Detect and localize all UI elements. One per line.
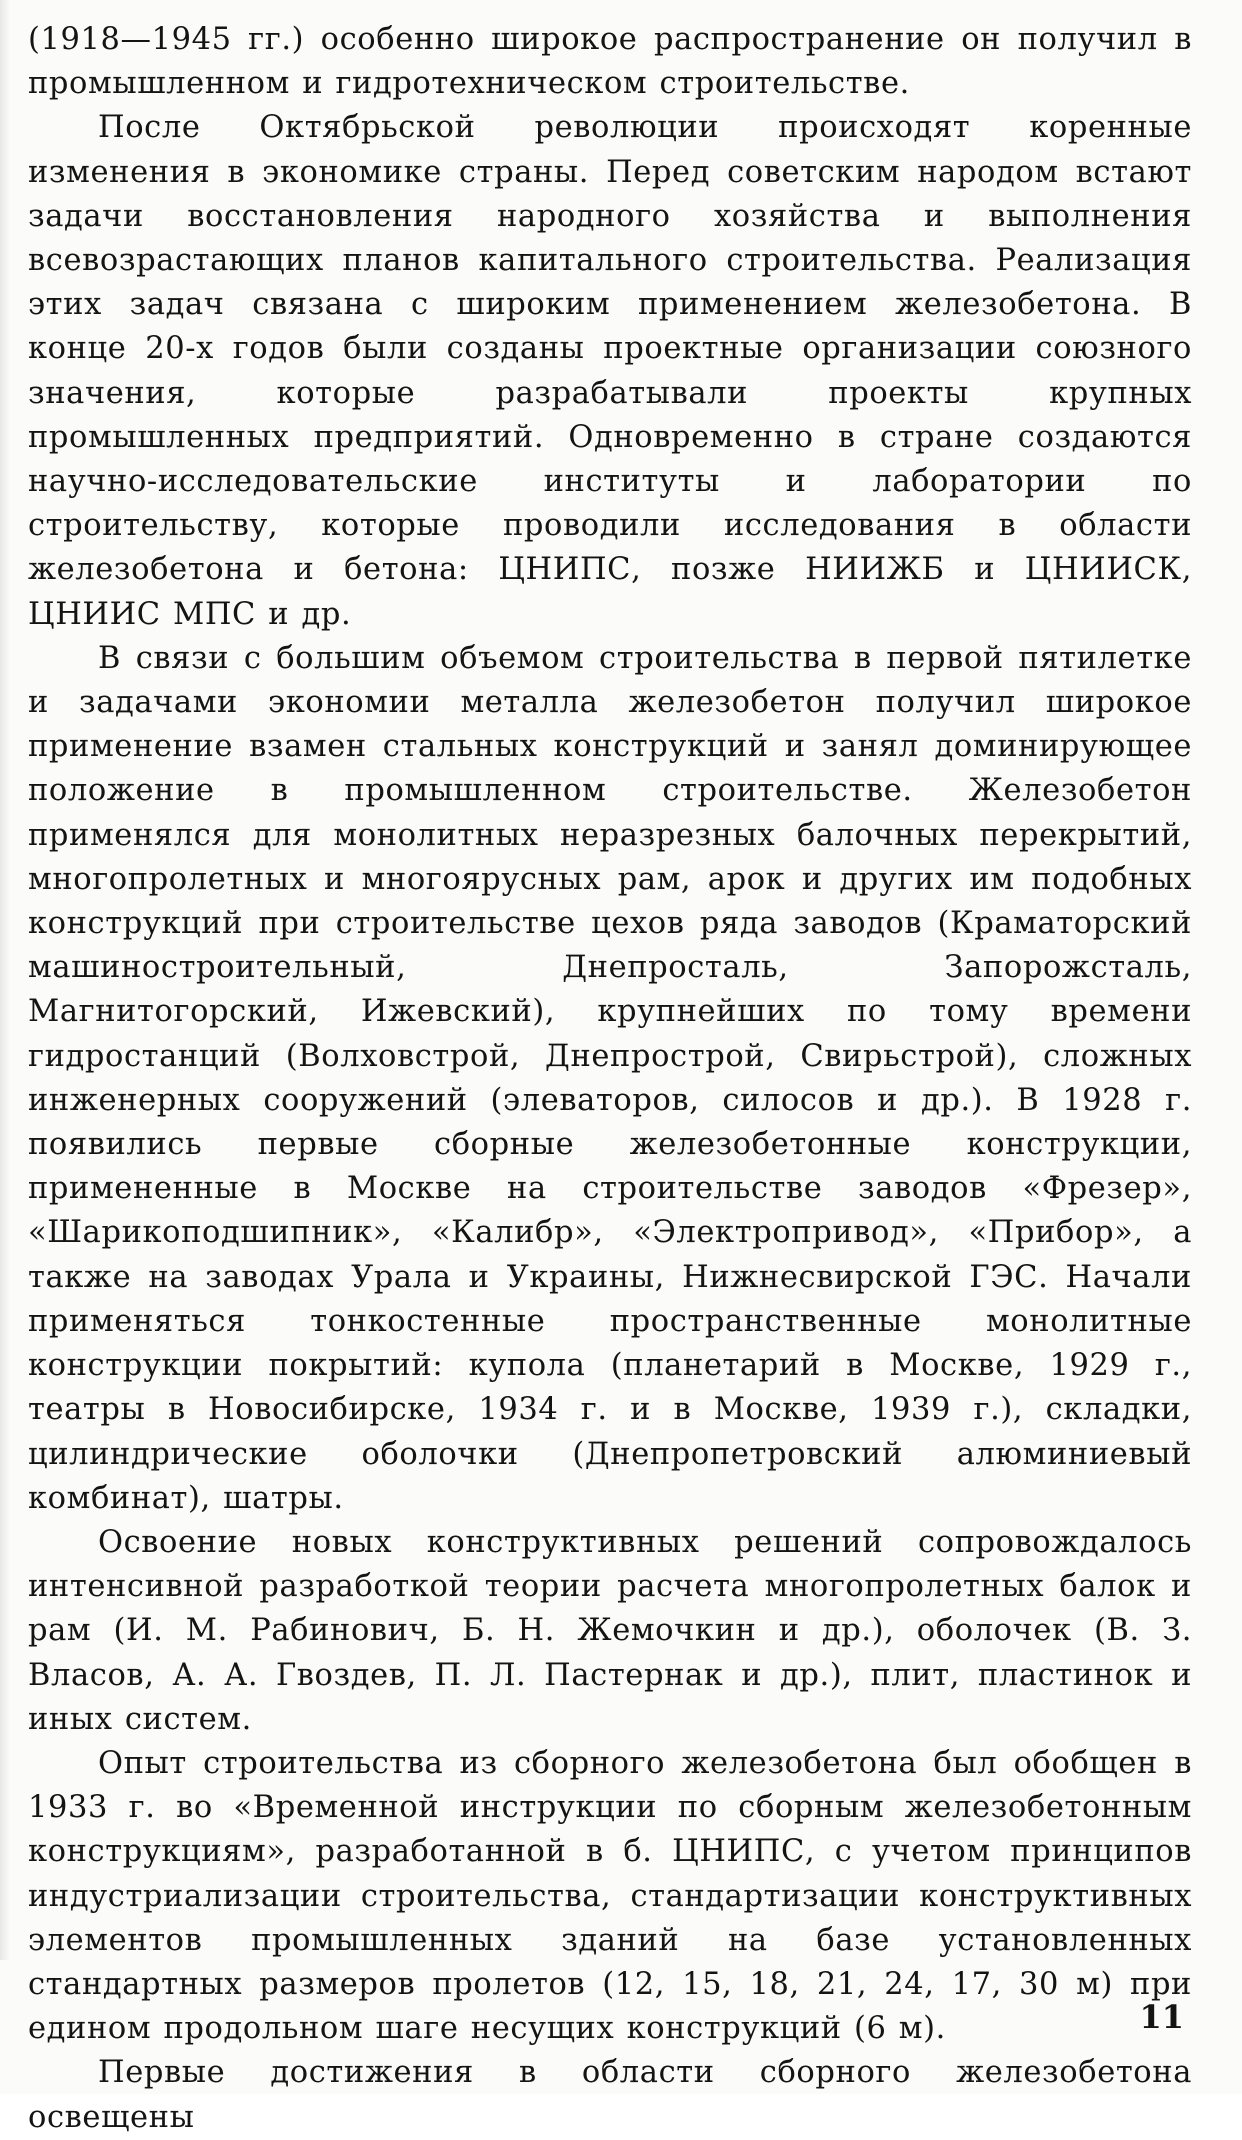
scan-shadow-edge: [0, 0, 10, 1960]
paragraph-october-revolution: После Октябрьской революции происходят коренные изменения в экономике страны. Перед советским народом встают задачи восстановления народного хозяйства и выполнения всевозрастающих планов капитального строительства. Реализация этих задач связана с широким применением железобетона. В конце 20-х годов были созданы проектные организации союзного значения, которые разрабатывали проекты крупных промышленных предприятий. Одновременно в стране создаются научно-исследовательские институты и лаборатории по строительству, которые проводили исследования в области железобетона и бетона: ЦНИПС, позже НИИЖБ и ЦНИИСК, ЦНИИС МПС и др.: [28, 110, 1192, 632]
body-text: [28, 18, 1192, 2140]
paragraph-continuation: (1918—1945 гг.) особенно широкое распространение он получил в промышленном и гидротехническом строительстве.: [28, 22, 1192, 102]
paragraph-first-five-year-plan: В связи с большим объемом строительства в первой пятилетке и задачами экономии металла железобетон получил широкое применение взамен стальных конструкций и занял доминирующее положение в промышленном строительстве. Железобетон применялся для монолитных неразрезных балочных перекрытий, многопролетных и многоярусных рам, арок и других им подобных конструкций при строительстве цехов ряда заводов (Краматорский машиностроительный, Днепросталь, Запорожсталь, Магнитогорский, Ижевский), крупнейших по тому времени гидростанций (Волховстрой, Днепрострой, Свирьстрой), сложных инженерных сооружений (элеваторов, силосов и др.). В 1928 г. появились первые сборные железобетонные конструкции, примененные в Москве на строительстве заводов «Фрезер», «Шарикоподшипник», «Калибр», «Электропривод», «Прибор», а также на заводах Урала и Украины, Нижнесвирской ГЭС. Начали применяться тонкостенные пространственные монолитные конструкции покрытий: купола (планетарий в Москве, 1929 г., театры в Новосибирске, 1934 г. и в Москве, 1939 г.), складки, цилиндрические оболочки (Днепропетровский алюминиевый комбинат), шатры.: [28, 640, 1192, 1516]
paragraph-theory-development: Освоение новых конструктивных решений сопровождалось интенсивной разработкой теории расчета многопролетных балок и рам (И. М. Рабинович, Б. Н. Жемочкин и др.), оболочек (В. З. Власов, А. А. Гвоздев, П. Л. Пастернак и др.), плит, пластинок и иных систем.: [28, 1524, 1192, 1737]
paragraph-first-achievements: Первые достижения в области сборного железобетона освещены: [28, 2055, 1192, 2135]
paragraph-precast-instruction: Опыт строительства из сборного железобетона был обобщен в 1933 г. во «Временной инструкции по сборным железобетонным конструкциям», разработанной в б. ЦНИПС, с учетом принципов индустриализации строительства, стандартизации конструктивных элементов промышленных зданий на базе установленных стандартных размеров пролетов (12, 15, 18, 21, 24, 17, 30 м) при едином продольном шаге несущих конструкций (6 м).: [28, 1745, 1192, 2047]
page-number: 11: [1139, 1998, 1184, 2036]
